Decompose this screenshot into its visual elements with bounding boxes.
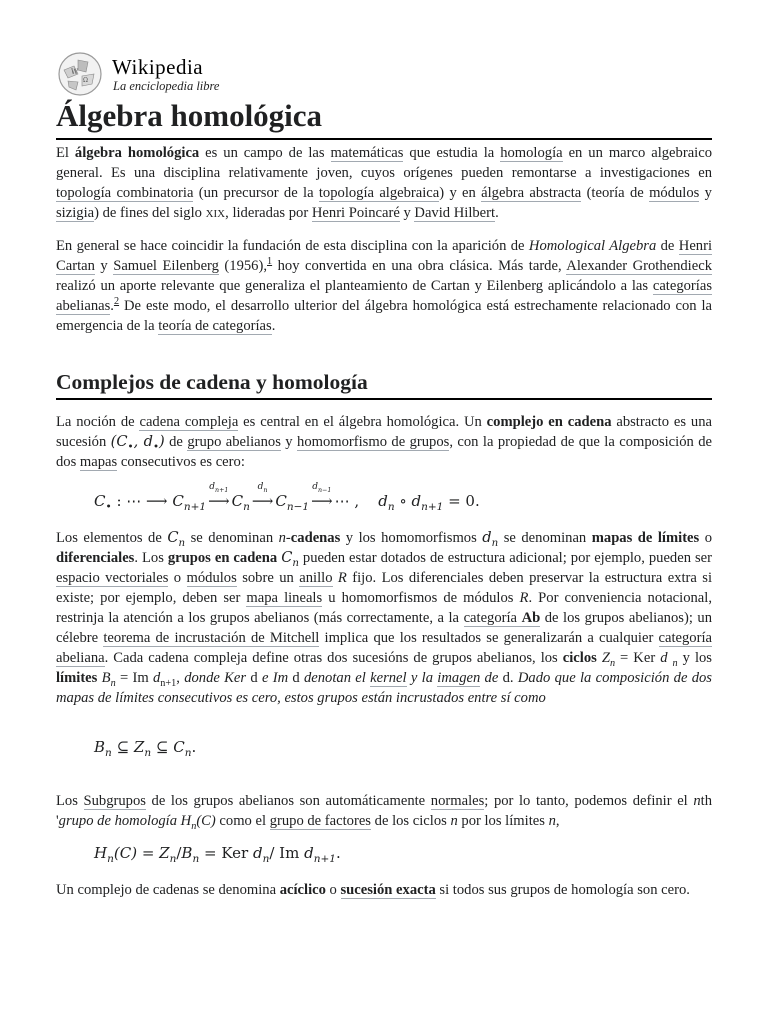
link-mapa-lineals[interactable]: mapa lineals [246, 590, 323, 606]
link-topologia-combinatoria[interactable]: topología combinatoria [56, 185, 194, 201]
link-espacio-vectoriales[interactable]: espacio vectoriales [56, 570, 169, 586]
link-mapas[interactable]: mapas [79, 454, 118, 470]
link-henri-cartan[interactable]: Henri Cartan [56, 238, 713, 274]
chain-complex-equation: $C_•$ : ⋯ ⟶ $C_{n+1}$ $d_{n+1}$ ⟶ $C_n$ $d_n$ ⟶ $C_{n-1}$ $d_{n-1}$ ⟶ ⋯ , $d_n$ ∘ $d_{n+1} = 0$. [94, 482, 480, 513]
link-algebra-abstracta[interactable]: álgebra abstracta [481, 185, 582, 201]
link-homologia[interactable]: homología [500, 145, 563, 161]
chain-complex-paragraph: La noción de cadena compleja es central en el álgebra homológica. Un complejo en cadena abstracto es una sucesión ($C_•$, $d_•$) de grupo abelianos y homomorfismo de grupos, con la propiedad de que la composición de dos mapas consecutivos es cero: [56, 414, 712, 470]
link-modulos-2[interactable]: módulos [186, 570, 237, 586]
link-grupo-de-factores[interactable]: grupo de factores [269, 813, 371, 829]
subgroups-paragraph: Los Subgrupos de los grupos abelianos son automáticamente normales; por lo tanto, podemos definir el nth 'grupo de homología $H_n(C)$ como el grupo de factores de los ciclos n por los límites n, [56, 793, 712, 832]
section-heading: Complejos de cadena y homología [56, 368, 712, 400]
link-henri-poincare[interactable]: Henri Poincaré [311, 205, 400, 221]
link-grupo-abelianos[interactable]: grupo abelianos [187, 434, 281, 450]
link-samuel-eilenberg[interactable]: Samuel Eilenberg [113, 258, 219, 274]
link-topologia-algebraica[interactable]: topología algebraica [318, 185, 440, 201]
link-categorias-abelianas[interactable]: categorías abelianas [56, 278, 712, 314]
link-homomorfismo-de-grupos[interactable]: homomorfismo de grupos [297, 434, 450, 450]
link-alexander-grothendieck[interactable]: Alexander Grothendieck [566, 258, 712, 274]
link-categoria-abeliana[interactable]: categoría abeliana [56, 630, 712, 666]
homology-equation: $H_n(C) = Z_n/B_n$ = Ker $d_n/$ Im $d_{n+1}$. [94, 844, 341, 865]
link-teoria-de-categorias[interactable]: teoría de categorías [158, 318, 272, 334]
page-title: Álgebra homológica [56, 96, 712, 140]
link-subgrupos[interactable]: Subgrupos [83, 793, 146, 809]
elements-paragraph: Los elementos de $C_n$ se denominan n-cadenas y los homomorfismos $d_n$ se denominan mapas de límites o diferenciales. Los grupos en cadena $C_n$ pueden estar dotados de estructura adicional; por ejemplo, pueden ser espacio vectoriales o módulos sobre un anillo R fijo. Los diferenciales deben preservar la estructura extra si existe; por ejemplo, deben ser mapa lineals u homomorfismos de módulos R. Por conveniencia notacional, restrinja la atención a los grupos abelianos (más correctamente, a la categoría Ab de los grupos abelianos); un célebre teorema de incrustación de Mitchell implica que los resultados se generalizarán a cualquier categoría abeliana. Cada cadena compleja define otras dos sucesións de grupos abelianos, los ciclos $Z_n$ = Ker d $_n$ y los límites $B_n = Im$ $d_{n+1}$, donde Ker d e Im d denotan el kernel y la imagen de d. Dado que la composición de dos mapas de límites consecutivos es cero, estos grupos están incrustados entre sí como [56, 529, 713, 706]
wikipedia-globe-icon[interactable] [56, 50, 104, 98]
acyclic-paragraph: Un complejo de cadenas se denomina acíclico o sucesión exacta si todos sus grupos de homología son cero. [56, 882, 690, 898]
intro-paragraph: El álgebra homológica es un campo de las matemáticas que estudia la homología en un marco algebraico general. Es una disciplina relativamente joven, cuyos orígenes pueden remontarse a investigaciones en topología combinatoria (un precursor de la topología algebraica) y en álgebra abstracta (teoría de módulos y sizigia) de fines del siglo XIX, lideradas por Henri Poincaré y David Hilbert. [56, 145, 712, 221]
link-cadena-compleja[interactable]: cadena compleja [139, 414, 239, 430]
history-paragraph: En general se hace coincidir la fundación de esta disciplina con la aparición de Homological Algebra de Henri Cartan y Samuel Eilenberg (1956),$^1$ hoy convertida en una obra clásica. Más tarde, Alexander Grothendieck realizó un aporte relevante que generaliza el planteamiento de Cartan y Eilenberg aplicándolo a las categorías abelianas.$^2$ De este modo, el desarrollo ulterior del álgebra homológica está estrechamente relacionado con la emergencia de la teoría de categorías. [56, 238, 713, 334]
svg-text:Ω: Ω [83, 77, 88, 84]
link-kernel[interactable]: kernel [370, 670, 407, 686]
wikipedia-tagline: La enciclopedia libre [113, 79, 220, 93]
link-categoria-ab[interactable]: categoría Ab [463, 610, 541, 626]
link-sizigia[interactable]: sizigia [56, 205, 95, 221]
link-normales[interactable]: normales [430, 793, 485, 809]
link-modulos[interactable]: módulos [649, 185, 700, 201]
link-teorema-mitchell[interactable]: teorema de incrustación de Mitchell [103, 630, 320, 646]
wikipedia-wordmark[interactable]: Wikipedia [112, 55, 204, 79]
link-imagen[interactable]: imagen [437, 670, 481, 686]
link-david-hilbert[interactable]: David Hilbert [414, 205, 496, 221]
link-sucesion-exacta[interactable]: sucesión exacta [340, 882, 436, 898]
inclusion-equation: $B_n$ ⊆ $Z_n$ ⊆ $C_n$. [94, 738, 197, 759]
link-anillo[interactable]: anillo [299, 570, 333, 586]
link-matematicas[interactable]: matemáticas [330, 145, 404, 161]
footnote-1[interactable]: 1 [267, 256, 273, 268]
footnote-2[interactable]: 2 [113, 296, 120, 308]
svg-text:W: W [71, 68, 79, 76]
